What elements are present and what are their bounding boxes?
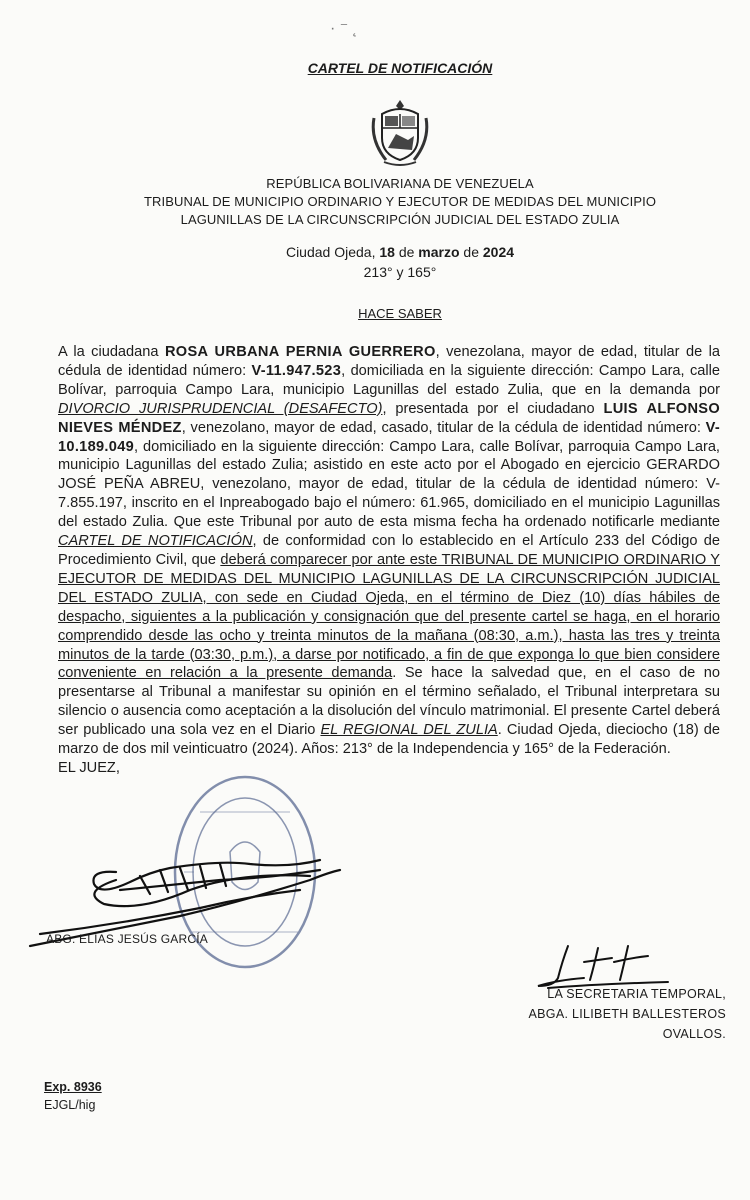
secretary-block bbox=[470, 984, 726, 1044]
plaintiff-id: V-10.189.049 bbox=[58, 419, 721, 455]
cartel-reference: CARTEL DE NOTIFICACIÓN bbox=[58, 533, 253, 550]
document-title: CARTEL DE NOTIFICACIÓN bbox=[307, 60, 493, 76]
date-year: 2024 bbox=[482, 244, 515, 260]
scan-marks: · ⁻ ˛ bbox=[330, 20, 358, 37]
respondent-id: V-11.947.523 bbox=[251, 362, 342, 379]
date-de: de bbox=[463, 244, 479, 260]
secretary-role: LA SECRETARIA TEMPORAL, bbox=[547, 987, 726, 1001]
header-line-court: TRIBUNAL DE MUNICIPIO ORDINARIO Y EJECUTOR DE MEDIDAS DEL MUNICIPIO bbox=[143, 194, 657, 209]
newspaper-name: EL REGIONAL DEL ZULIA bbox=[320, 722, 498, 739]
secretary-name: ABGA. LILIBETH BALLESTEROS OVALLOS. bbox=[528, 1007, 726, 1041]
judge-label: EL JUEZ, bbox=[58, 759, 120, 776]
date-de: de bbox=[398, 244, 415, 260]
plaintiff-name: LUIS ALFONSO NIEVES MÉNDEZ bbox=[58, 400, 720, 436]
notice-body: A la ciudadana ROSA URBANA PERNIA GUERRERO, venezolana, mayor de edad, titular de la cédula de identidad número: V-11.947.523, domiciliada en la siguiente dirección: Campo Lara, calle Bolívar, parroquia Campo Lara, municipio Lagunillas del estado Zulia, que en la demanda por DIVORCIO JURISPRUDENCIAL (DESAFECTO), presentada por el ciudadano LUIS ALFONSO NIEVES MÉNDEZ, venezolano, mayor de edad, casado, titular de la cédula de identidad número: V-10.189.049, domiciliado en la siguiente dirección: Campo Lara, calle Bolívar, parroquia Campo Lara, municipio Lagunillas del estado Zulia; asistido en este acto por el Abogado en ejercicio GERARDO JOSÉ PEÑA ABREU, venezolano, mayor de edad, titular de la cédula de identidad número: V-7.855.197, inscrito en el Inpreabogado bajo el número: 61.965, domiciliado en el municipio Lagunillas del estado Zulia. Que este Tribunal por auto de esta misma fecha ha ordenado notificarle mediante CARTEL DE NOTIFICACIÓN, de conformidad con lo establecido en el Artículo 233 del Código de Procedimiento Civil, que deberá comparecer por ante este TRIBUNAL DE MUNICIPIO ORDINARIO Y EJECUTOR DE MEDIDAS DEL MUNICIPIO LAGUNILLAS DE LA CIRCUNSCRIPCIÓN JUDICIAL DEL ESTADO ZULIA, con sede en Ciudad Ojeda, en el término de Diez (10) días hábiles de despacho, siguientes a la publicación y consignación que del presente cartel se haga, en el horario comprendido desde las ocho y treinta minutos de la mañana (08:30, a.m.), hasta las tres y treinta minutos de la tarde (03:30, p.m.), a darse por notificado, a fin de que exponga lo que bien considere conveniente en relación a la presente demanda. Se hace la salvedad que, en el caso de no presentarse al Tribunal a manifestar su opinión en el término señalado, el Tribunal interpretara su silencio o ausencia como aceptación a la disolución del vínculo matrimonial. El presente Cartel deberá ser publicado una sola vez en el Diario EL REGIONAL DEL ZULIA. Ciudad Ojeda, dieciocho (18) de marzo de dos mil veinticuatro (2024). Años: 213° de la Independencia y 165° de la Federación. EL JUEZ, bbox=[58, 344, 721, 776]
header-line-jurisdiction: LAGUNILLAS DE LA CIRCUNSCRIPCIÓN JUDICIAL DEL ESTADO ZULIA bbox=[180, 212, 620, 227]
hace-saber-heading: HACE SABER bbox=[358, 306, 442, 321]
file-initials: EJGL/hig bbox=[44, 1098, 96, 1112]
court-header bbox=[60, 175, 740, 229]
date-city: Ciudad Ojeda, bbox=[285, 244, 376, 260]
header-line-republic: REPÚBLICA BOLIVARIANA DE VENEZUELA bbox=[266, 176, 534, 191]
respondent-name: ROSA URBANA PERNIA GUERRERO bbox=[164, 344, 436, 360]
coat-of-arms-icon bbox=[368, 96, 432, 170]
years-line: 213° y 165° bbox=[363, 264, 437, 280]
appearance-clause: deberá comparecer por ante este TRIBUNAL DE MUNICIPIO ORDINARIO Y EJECUTOR DE MEDIDAS DEL MUNICIPIO LAGUNILLAS DE LA CIRCUNSCRIPCIÓN JUDICIAL DEL ESTADO ZULIA, con sede en Ciudad Ojeda, en el término de Diez (10) días hábiles de despacho, siguientes a la publicación y consignación que del presente cartel se haga, en el horario comprendido desde las ocho y treinta minutos de la mañana (08:30, a.m.), hasta las tres y treinta minutos de la tarde (03:30, p.m.), a darse por notificado, a fin de que exponga lo que bien considere conveniente en relación a la presente demanda bbox=[58, 551, 720, 682]
dateline bbox=[60, 242, 740, 282]
date-day: 18 bbox=[379, 244, 395, 260]
file-number: Exp. 8936 bbox=[44, 1080, 102, 1094]
case-type: DIVORCIO JURISPRUDENCIAL (DESAFECTO) bbox=[58, 400, 383, 417]
file-reference bbox=[44, 1078, 102, 1114]
date-month: marzo bbox=[418, 244, 460, 260]
judge-name: ABG. ELÍAS JESÚS GARCÍA bbox=[46, 932, 208, 946]
